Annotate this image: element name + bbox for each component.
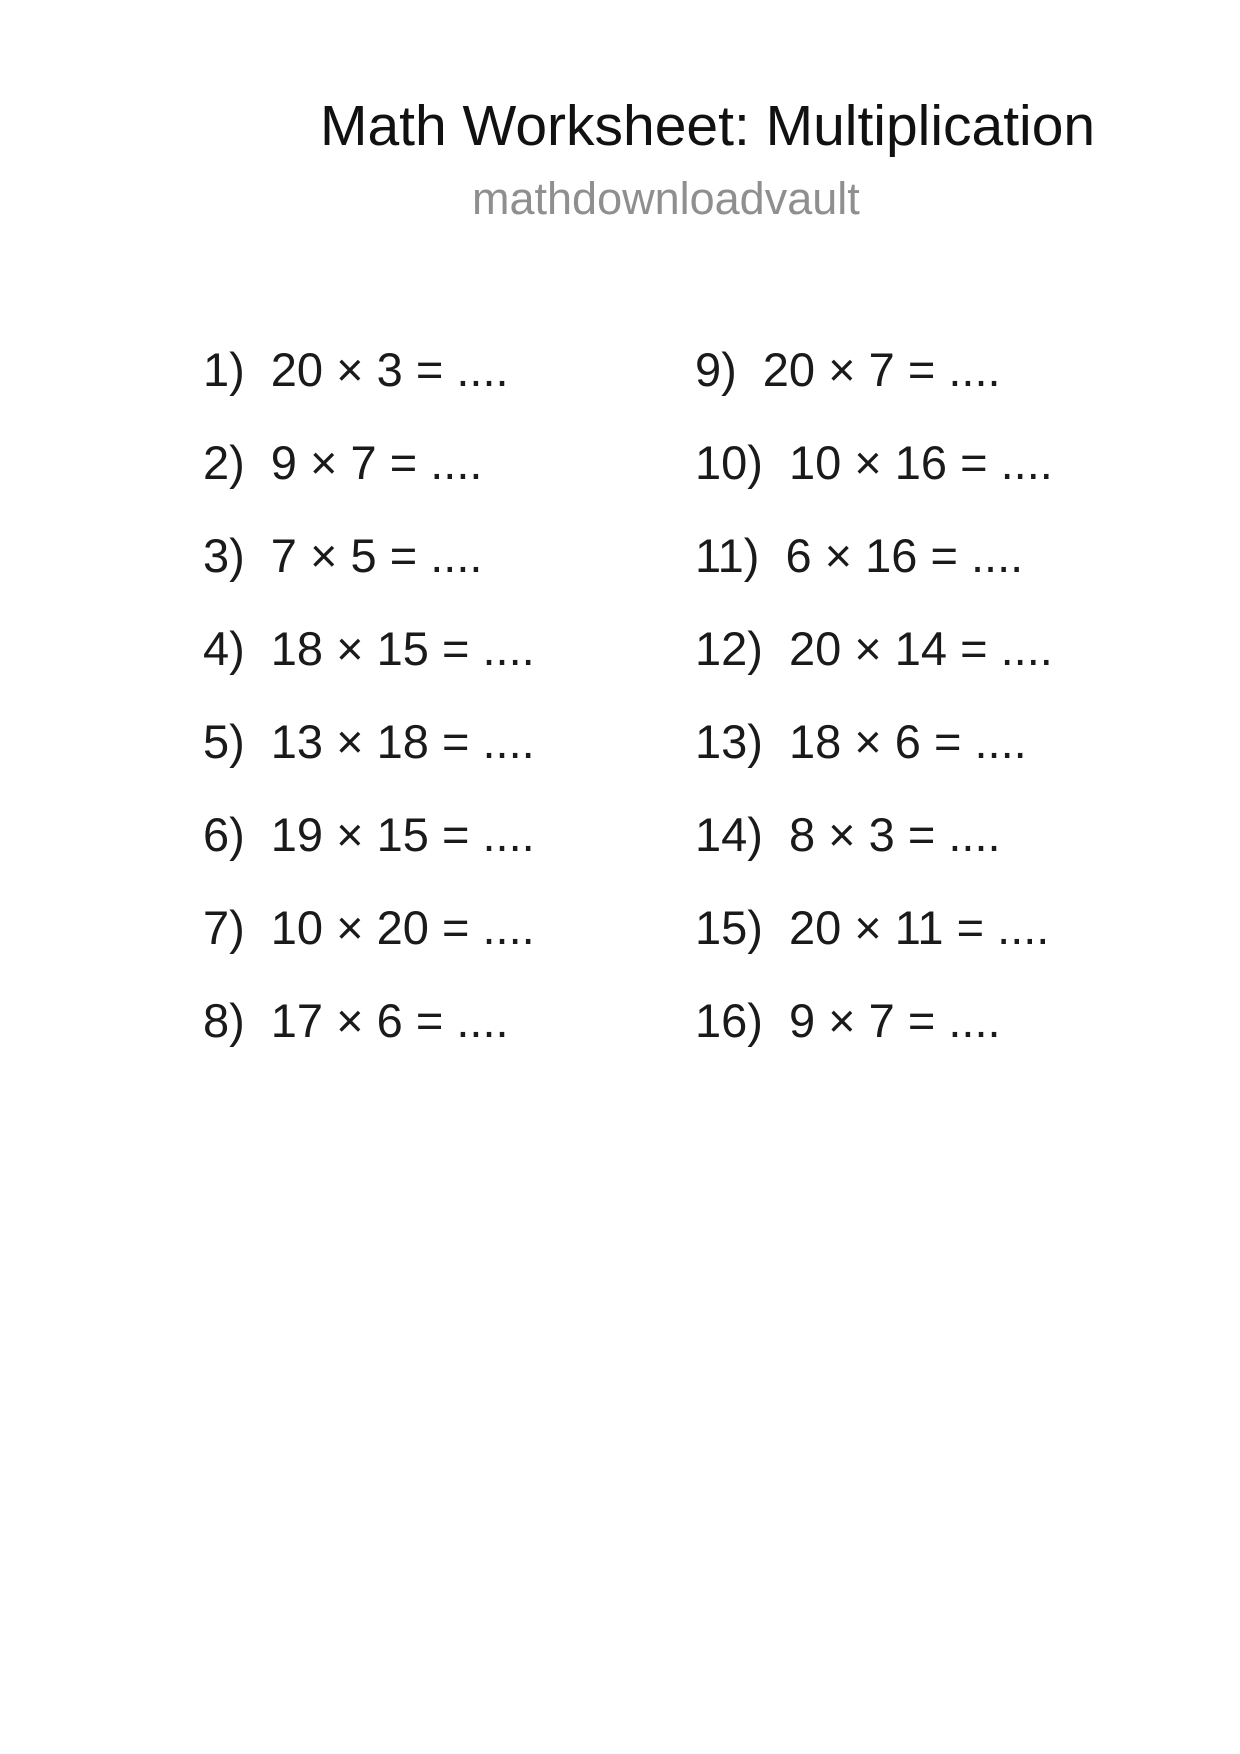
problem-expression: 9 × 7 = .... [788,994,1001,1047]
problem-row [695,715,1027,768]
problem-row [695,529,1024,582]
problem-expression: 9 × 7 = .... [270,436,483,489]
problem-row [203,901,535,954]
problem-number: 9) [695,343,737,396]
problem-row [203,808,535,861]
problem-row [695,901,1050,954]
problem-row [695,808,1001,861]
problem-row [203,343,509,396]
problem-number: 12) [695,622,763,675]
problem-number: 1) [203,343,245,396]
problem-expression: 6 × 16 = .... [785,529,1024,582]
problem-number: 16) [695,994,763,1047]
problem-expression: 20 × 11 = .... [788,901,1050,954]
problem-row [203,622,535,675]
problem-expression: 8 × 3 = .... [788,808,1001,861]
problem-row [203,436,483,489]
problem-number: 7) [203,901,245,954]
problem-expression: 20 × 14 = .... [788,622,1053,675]
page-title: Math Worksheet: Multiplication [320,94,1096,158]
problem-expression: 10 × 20 = .... [270,901,535,954]
problem-expression: 20 × 3 = .... [270,343,509,396]
problem-row [695,994,1001,1047]
problem-row [203,994,509,1047]
problem-number: 14) [695,808,763,861]
problem-number: 15) [695,901,763,954]
problem-row [695,343,1001,396]
problem-number: 13) [695,715,763,768]
problem-expression: 13 × 18 = .... [270,715,535,768]
problem-expression: 20 × 7 = .... [762,343,1001,396]
problem-row [695,436,1053,489]
problem-expression: 7 × 5 = .... [270,529,483,582]
problem-number: 8) [203,994,245,1047]
problem-number: 3) [203,529,245,582]
problem-row [203,529,483,582]
problem-expression: 19 × 15 = .... [270,808,535,861]
problem-number: 4) [203,622,245,675]
problem-expression: 18 × 6 = .... [788,715,1027,768]
problem-expression: 10 × 16 = .... [788,436,1053,489]
problem-number: 2) [203,436,245,489]
problem-expression: 17 × 6 = .... [270,994,509,1047]
problem-expression: 18 × 15 = .... [270,622,535,675]
problem-number: 11) [695,529,760,582]
page-subtitle: mathdownloadvault [472,173,860,224]
problem-number: 5) [203,715,245,768]
problem-row [203,715,535,768]
problem-number: 10) [695,436,763,489]
problem-number: 6) [203,808,245,861]
problem-row [695,622,1053,675]
